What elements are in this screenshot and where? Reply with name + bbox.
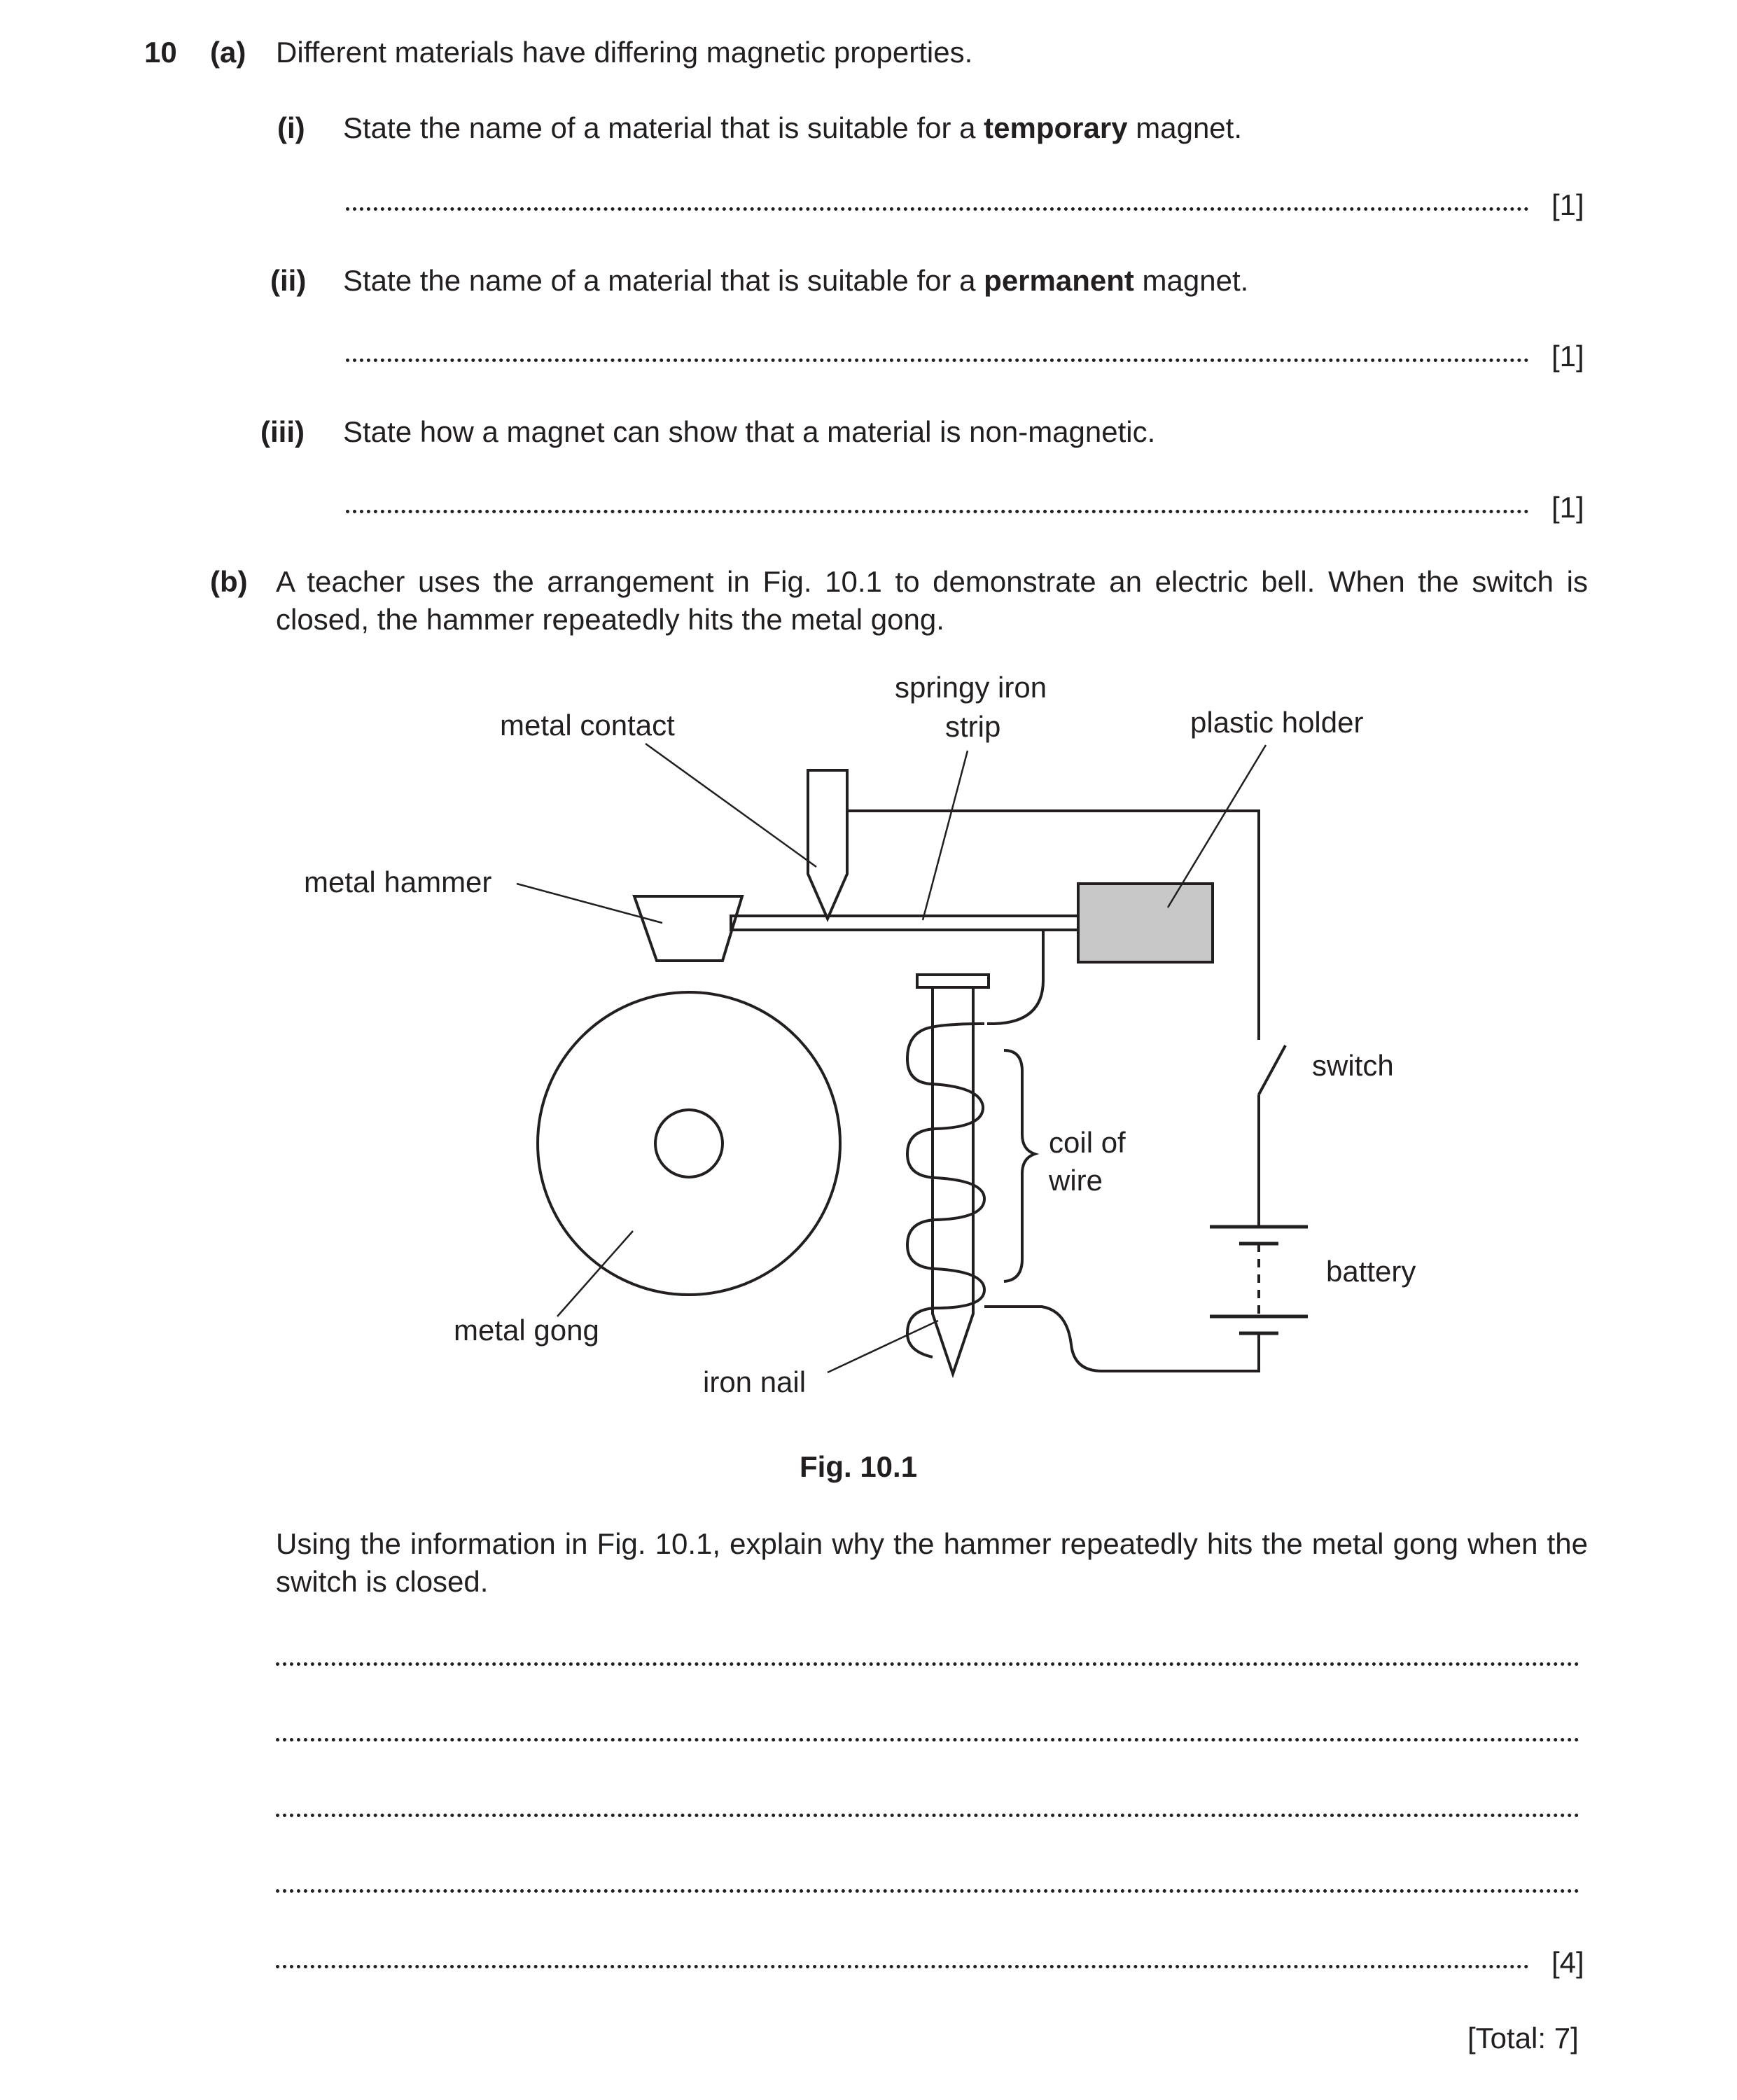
answer-line-b-1[interactable] [276, 1662, 1579, 1666]
answer-line-b-3[interactable] [276, 1814, 1579, 1817]
label-switch: switch [1312, 1049, 1394, 1082]
sub-i-emphasis: temporary [984, 111, 1128, 144]
label-plastic-holder: plastic holder [1190, 706, 1364, 739]
answer-line-b-2[interactable] [276, 1738, 1579, 1741]
leader-plastic-holder [1168, 745, 1266, 908]
part-a-label: (a) [210, 36, 246, 69]
sub-iii-label: (iii) [260, 415, 305, 448]
coil-brace [1004, 1050, 1035, 1281]
sub-ii-label: (ii) [270, 264, 307, 297]
leader-metal-contact [646, 744, 816, 867]
leader-springy-strip [923, 751, 968, 920]
label-metal-contact: metal contact [500, 709, 675, 742]
figure-caption: Fig. 10.1 [800, 1450, 918, 1483]
springy-iron-strip [731, 916, 1078, 930]
switch-lever [1259, 1045, 1285, 1094]
sub-i-text: State the name of a material that is suitable for a [343, 111, 984, 144]
answer-line-b-5[interactable] [276, 1965, 1529, 1968]
metal-gong [538, 992, 840, 1295]
part-b-label: (b) [210, 565, 248, 598]
part-b-question: Using the information in Fig. 10.1, explain why the hammer repeatedly hits the metal gong when the switch is closed. [276, 1527, 1588, 1598]
sub-i-label: (i) [277, 111, 305, 144]
mark-iii: [1] [1551, 491, 1584, 524]
mark-b: [4] [1551, 1946, 1584, 1979]
label-wire: wire [1049, 1164, 1103, 1197]
wire-strip-coil [987, 930, 1043, 1024]
label-metal-hammer: metal hammer [304, 865, 492, 898]
part-a-stem: Different materials have differing magnetic properties. [276, 36, 973, 69]
total-marks: [Total: 7] [1467, 2022, 1579, 2054]
answer-line-b-4[interactable] [276, 1889, 1579, 1893]
label-metal-gong: metal gong [454, 1314, 599, 1347]
label-battery: battery [1326, 1255, 1416, 1288]
plastic-holder [1078, 884, 1213, 962]
sub-ii-text-end: magnet. [1133, 264, 1249, 297]
part-b-stem: A teacher uses the arrangement in Fig. 10.1 to demonstrate an electric bell. When the switch is closed, the hammer repeatedly hits the metal gong. [276, 565, 1588, 636]
sub-iii-question: State how a magnet can show that a material is non-magnetic. [343, 415, 1156, 448]
gong-centre [655, 1110, 723, 1177]
metal-contact [808, 770, 847, 919]
mark-i: [1] [1551, 188, 1584, 221]
sub-ii-text: State the name of a material that is suitable for a [343, 264, 984, 297]
label-strip: strip [945, 710, 1001, 743]
label-springy-iron: springy iron [895, 671, 1047, 704]
label-coil-of: coil of [1049, 1126, 1126, 1159]
leader-metal-gong [557, 1231, 633, 1316]
label-iron-nail: iron nail [703, 1365, 807, 1398]
mark-ii: [1] [1551, 340, 1584, 373]
sub-i-text-end: magnet. [1127, 111, 1243, 144]
metal-hammer [634, 896, 742, 961]
leader-metal-hammer [517, 884, 662, 923]
nail-head [917, 975, 989, 987]
sub-ii-emphasis: permanent [984, 264, 1134, 297]
leader-iron-nail [828, 1321, 938, 1372]
question-number: 10 [144, 36, 177, 69]
